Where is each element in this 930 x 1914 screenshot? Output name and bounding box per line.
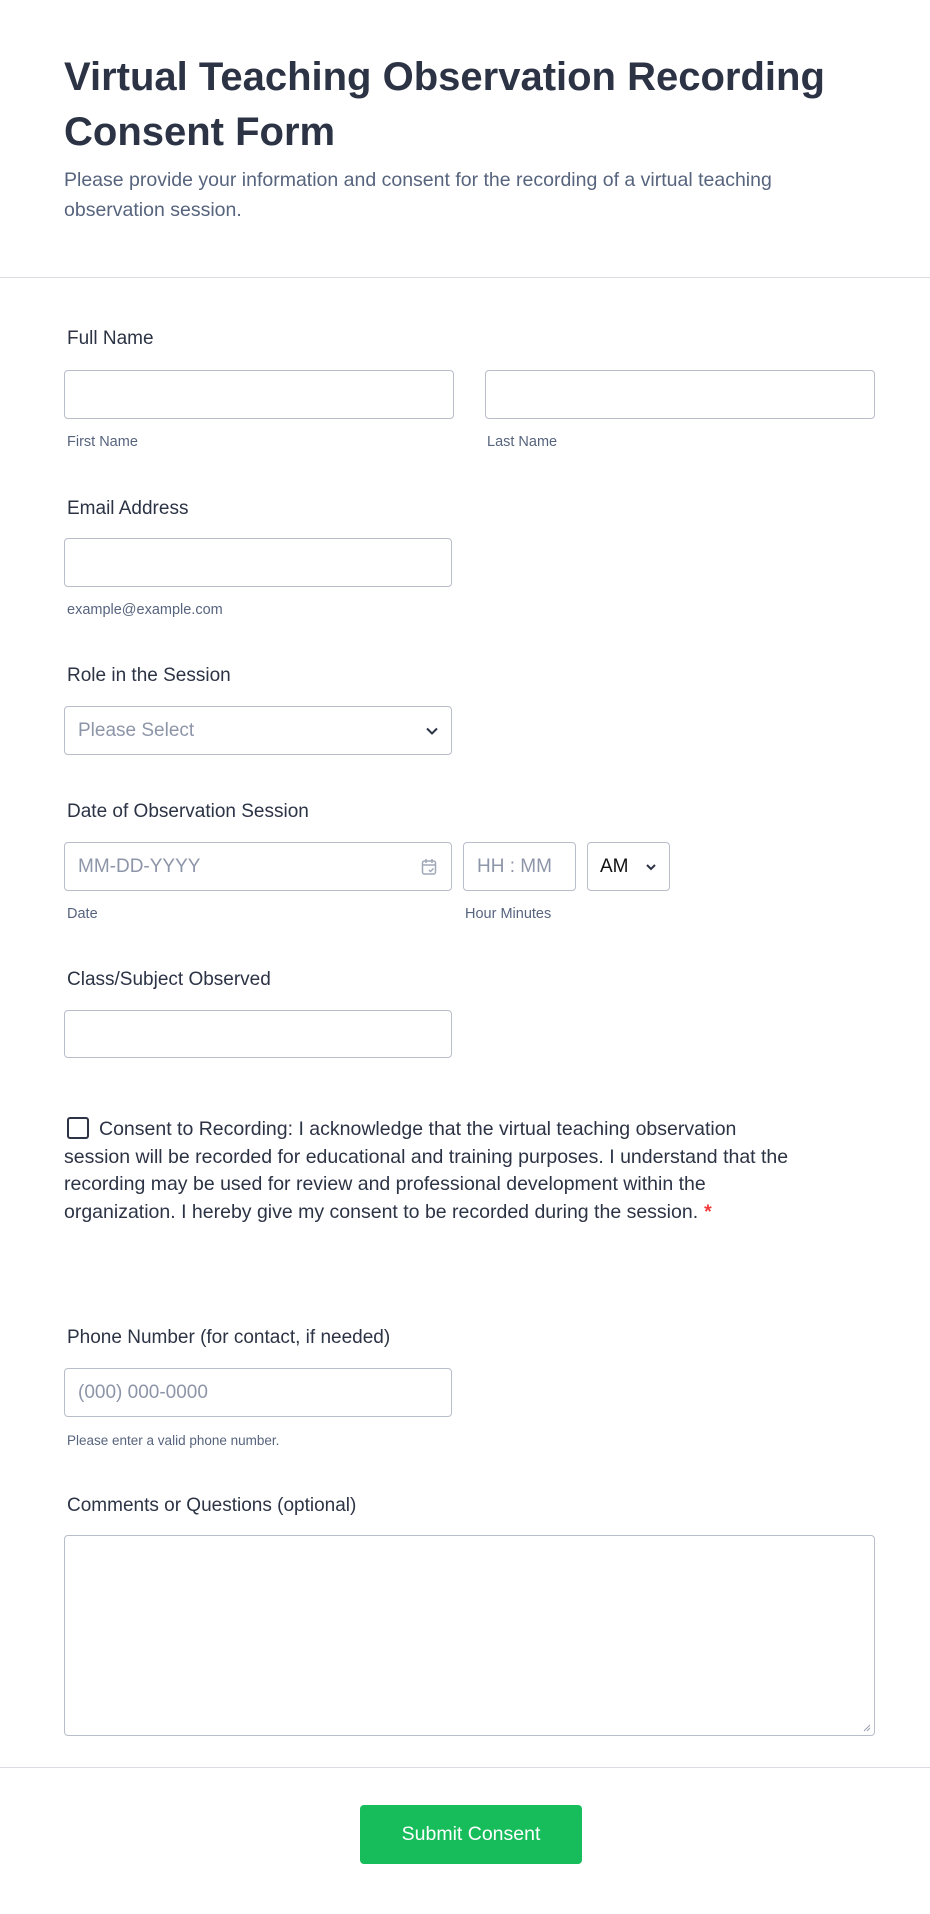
date-sublabel: Date <box>67 906 98 922</box>
chevron-down-icon <box>645 863 657 871</box>
submit-button[interactable]: Submit Consent <box>360 1805 582 1864</box>
time-placeholder: HH : MM <box>477 855 552 877</box>
role-select[interactable] <box>64 706 452 755</box>
date-input[interactable] <box>64 842 452 891</box>
first-name-input[interactable] <box>64 370 454 419</box>
first-name-sublabel: First Name <box>67 434 138 450</box>
chevron-down-icon <box>425 726 439 735</box>
ampm-value: AM <box>600 855 629 877</box>
date-label: Date of Observation Session <box>67 801 309 822</box>
last-name-input[interactable] <box>485 370 875 419</box>
consent-text: Consent to Recording: I acknowledge that the virtual teaching observation session will be recorded for educational and training purposes. I understand that the recording may be used for review and professional development within the organization. I hereby give my consent to be recorded during the session. <box>64 1118 789 1223</box>
comments-label: Comments or Questions (optional) <box>67 1495 357 1516</box>
class-subject-input[interactable] <box>64 1010 452 1058</box>
role-placeholder: Please Select <box>78 719 195 741</box>
form-title: Virtual Teaching Observation Recording Consent Form <box>64 55 825 154</box>
last-name-sublabel: Last Name <box>487 434 558 450</box>
resize-handle-icon[interactable] <box>862 1723 871 1732</box>
email-input[interactable] <box>64 538 452 587</box>
form-subtitle: Please provide your information and consent for the recording of a virtual teaching observation session. <box>64 169 772 221</box>
phone-sublabel: Please enter a valid phone number. <box>67 1433 280 1448</box>
ampm-select[interactable] <box>587 842 670 891</box>
header-divider <box>0 277 930 278</box>
date-placeholder: MM-DD-YYYY <box>78 855 201 877</box>
comments-textarea[interactable] <box>64 1535 875 1736</box>
email-label: Email Address <box>67 498 189 519</box>
footer-divider <box>0 1767 930 1768</box>
full-name-label: Full Name <box>67 328 154 349</box>
phone-placeholder: (000) 000-0000 <box>78 1381 208 1403</box>
consent-checkbox[interactable] <box>67 1117 89 1139</box>
phone-label: Phone Number (for contact, if needed) <box>67 1327 391 1348</box>
class-subject-label: Class/Subject Observed <box>67 969 271 990</box>
phone-input[interactable] <box>64 1368 452 1417</box>
time-sublabel: Hour Minutes <box>465 906 552 922</box>
time-input[interactable] <box>463 842 576 891</box>
required-asterisk: * <box>704 1200 712 1223</box>
role-label: Role in the Session <box>67 665 231 686</box>
email-sublabel: example@example.com <box>67 602 223 618</box>
consent-field <box>64 1116 794 1226</box>
calendar-icon[interactable] <box>421 858 437 876</box>
